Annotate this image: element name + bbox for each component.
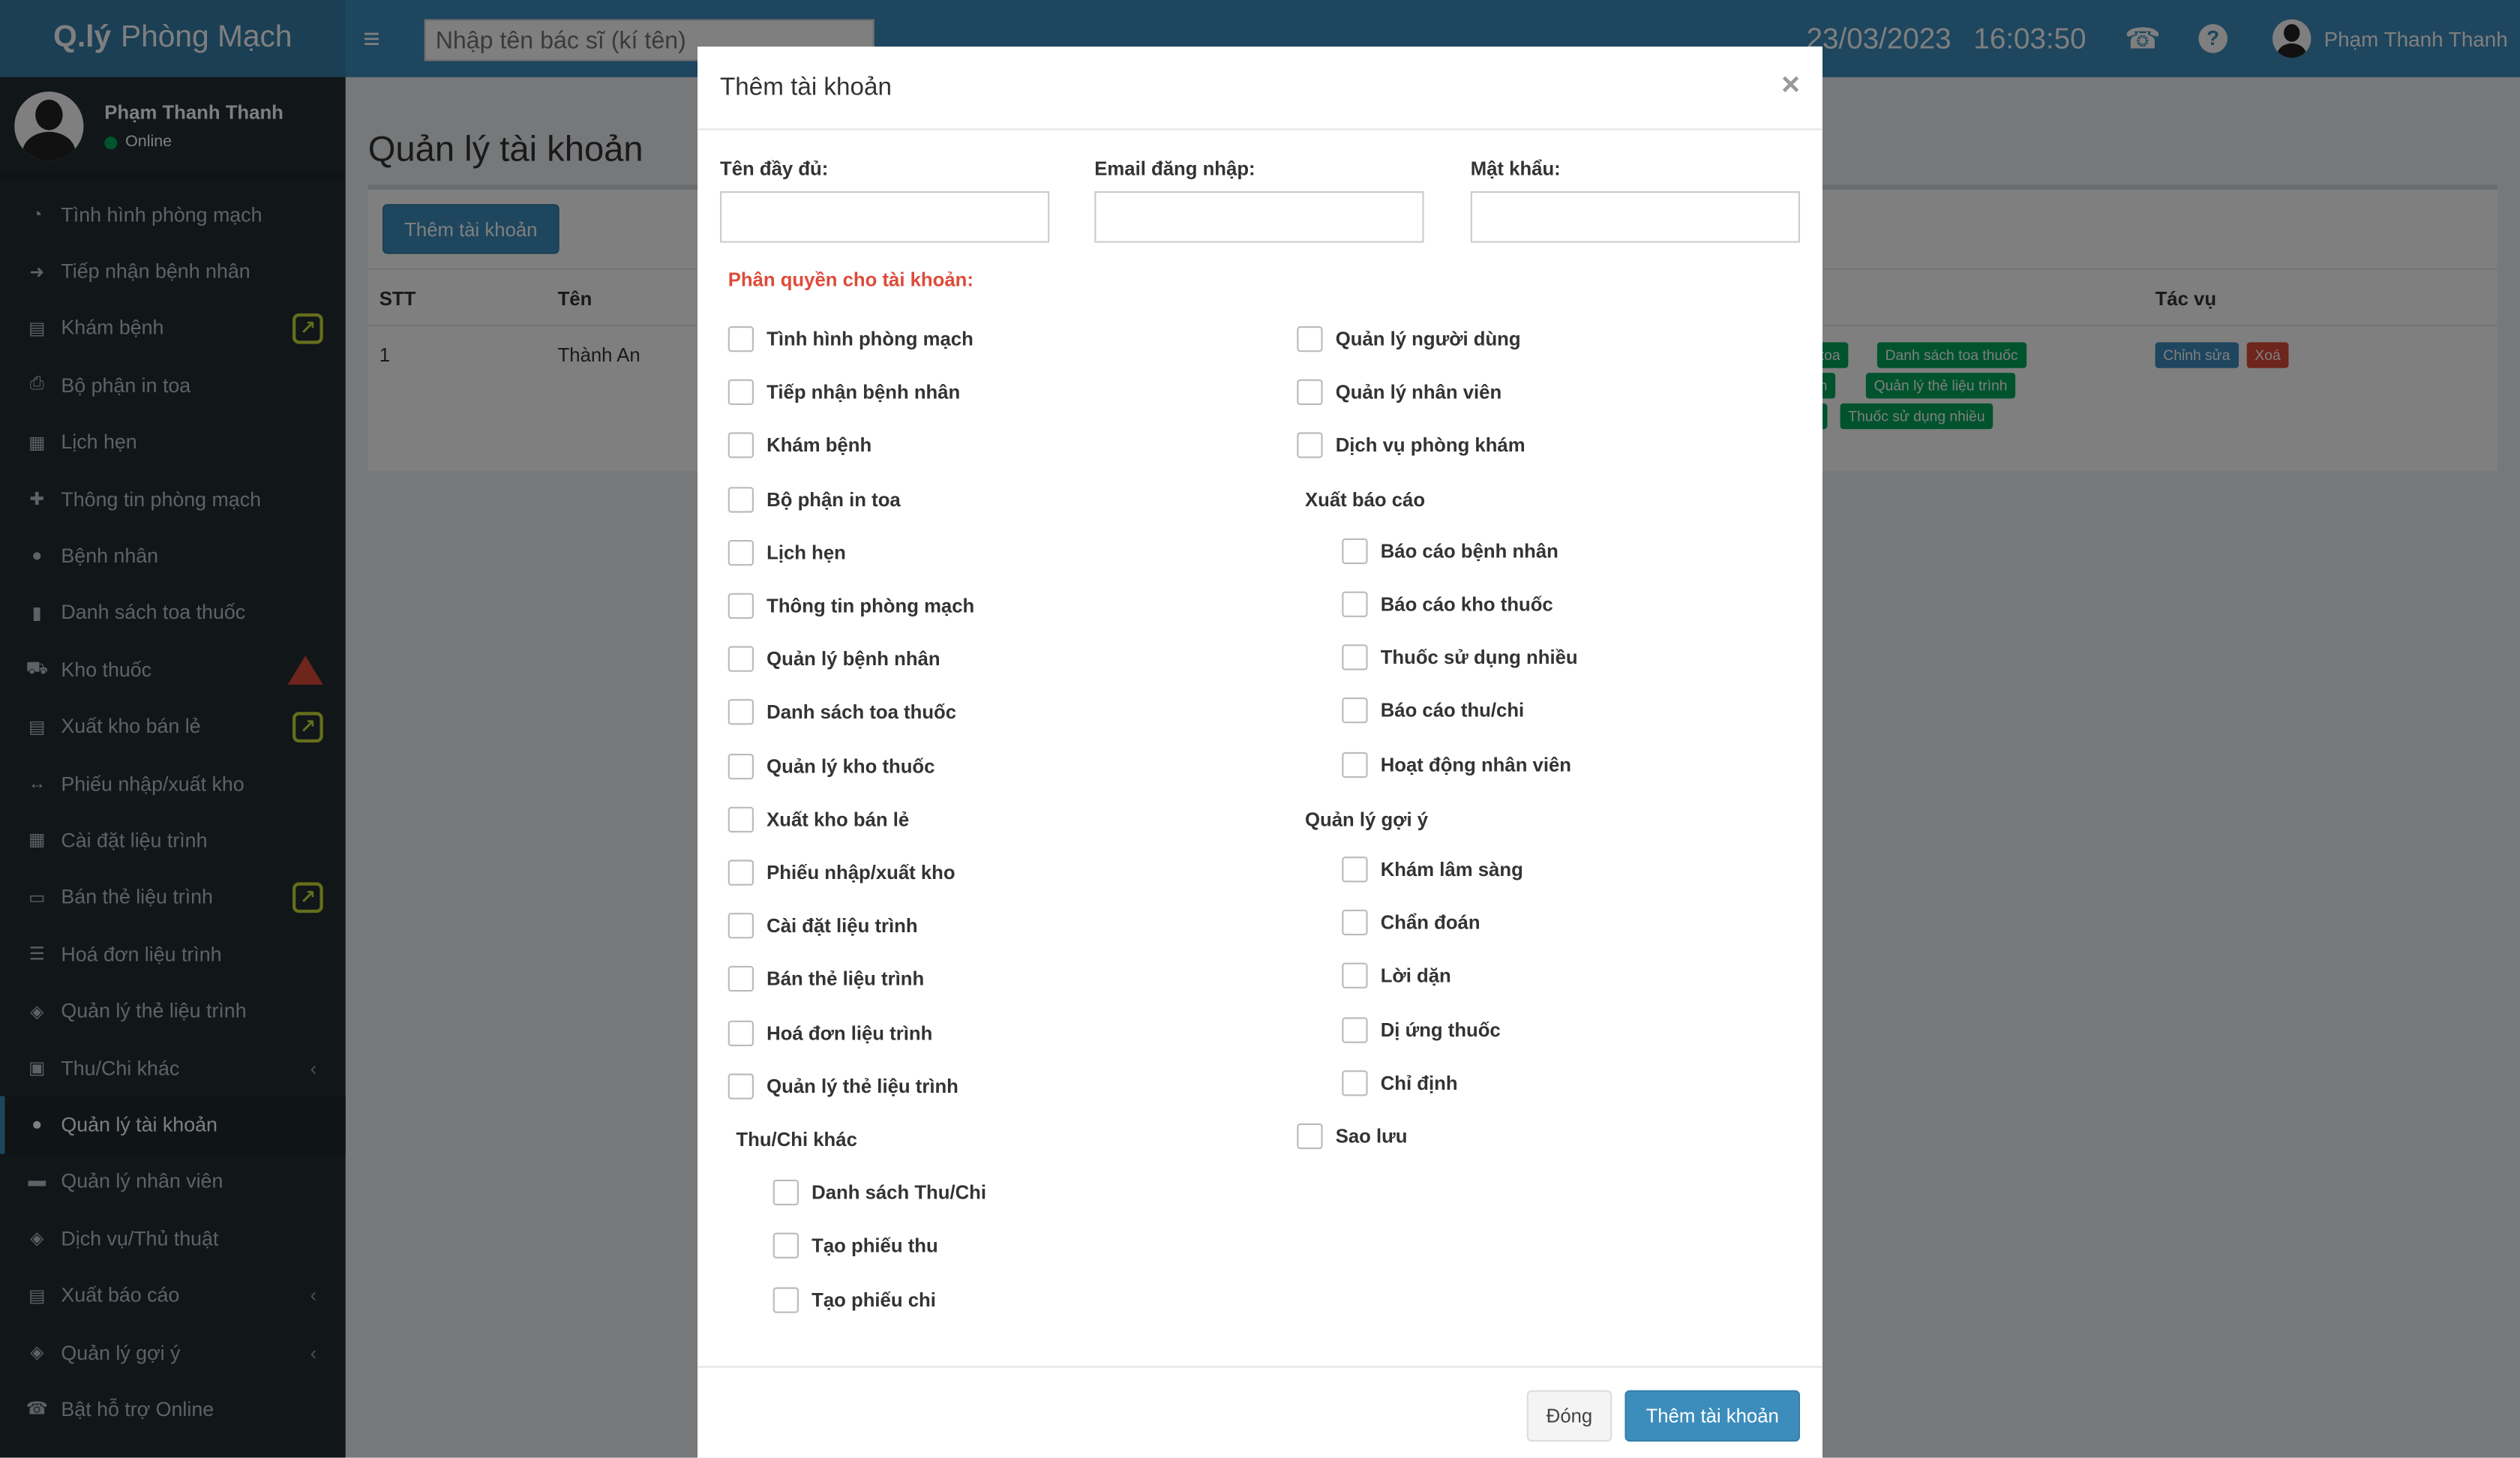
permission-checkbox[interactable] <box>728 646 940 672</box>
permission-checkbox[interactable] <box>728 486 901 512</box>
checkbox-icon[interactable] <box>728 806 754 832</box>
checkbox-icon[interactable] <box>1297 326 1322 352</box>
permission-label: Quản lý kho thuốc <box>766 754 935 778</box>
permission-checkbox[interactable] <box>728 380 961 405</box>
permission-group-label: Thu/Chi khác <box>736 1128 857 1151</box>
checkbox-icon[interactable] <box>1297 1124 1322 1149</box>
permission-label: Báo cáo bệnh nhân <box>1380 539 1558 562</box>
checkbox-icon[interactable] <box>1342 698 1367 724</box>
permission-group-label: Quản lý gợi ý <box>1305 808 1429 831</box>
checkbox-icon[interactable] <box>728 753 754 778</box>
permission-label: Bộ phận in toa <box>766 488 901 511</box>
permission-group-label: Xuất báo cáo <box>1305 488 1426 511</box>
checkbox-icon[interactable] <box>728 540 754 566</box>
full-name-label: Tên đầy đủ: <box>720 158 829 180</box>
password-label: Mật khẩu: <box>1470 158 1561 180</box>
permission-label: Quản lý người dùng <box>1335 328 1521 351</box>
permission-label: Cài đặt liệu trình <box>766 914 918 938</box>
permission-label: Danh sách toa thuốc <box>766 701 957 724</box>
permission-checkbox[interactable] <box>728 540 846 566</box>
permission-checkbox[interactable] <box>728 753 935 778</box>
permission-label: Quản lý thẻ liệu trình <box>766 1075 958 1098</box>
permission-label: Tiếp nhận bệnh nhân <box>766 381 961 404</box>
permission-checkbox[interactable] <box>773 1287 936 1312</box>
checkbox-icon[interactable] <box>728 1020 754 1046</box>
permission-checkbox[interactable] <box>773 1180 986 1205</box>
permission-checkbox[interactable] <box>728 700 956 725</box>
checkbox-icon[interactable] <box>1342 910 1367 935</box>
checkbox-icon[interactable] <box>728 914 754 939</box>
permission-checkbox[interactable] <box>1342 856 1523 882</box>
submit-add-account-button[interactable]: Thêm tài khoản <box>1624 1390 1800 1442</box>
permission-label: Tạo phiếu thu <box>812 1234 938 1258</box>
checkbox-icon[interactable] <box>728 433 754 458</box>
checkbox-icon[interactable] <box>728 593 754 619</box>
permission-label: Báo cáo thu/chi <box>1380 699 1525 722</box>
permission-label: Bán thẻ liệu trình <box>766 968 925 991</box>
permission-checkbox[interactable] <box>1342 1070 1457 1096</box>
modal-footer-divider <box>698 1366 1822 1367</box>
permission-label: Thuốc sử dụng nhiều <box>1380 646 1578 669</box>
permission-label: Quản lý bệnh nhân <box>766 647 940 670</box>
checkbox-icon[interactable] <box>1297 380 1322 405</box>
permissions-label: Phân quyền cho tài khoản: <box>728 268 974 291</box>
checkbox-icon[interactable] <box>728 326 754 352</box>
permission-label: Khám bệnh <box>766 434 872 458</box>
permission-label: Hoạt động nhân viên <box>1380 753 1572 776</box>
checkbox-icon[interactable] <box>1342 538 1367 563</box>
modal-title: Thêm tài khoản <box>720 74 892 101</box>
checkbox-icon[interactable] <box>1342 856 1367 882</box>
permission-checkbox[interactable] <box>1342 1017 1500 1042</box>
checkbox-icon[interactable] <box>1342 1017 1367 1042</box>
permission-checkbox[interactable] <box>1342 963 1450 988</box>
checkbox-icon[interactable] <box>728 700 754 725</box>
email-label: Email đăng nhập: <box>1094 158 1256 180</box>
full-name-input[interactable] <box>720 191 1049 243</box>
permission-label: Sao lưu <box>1335 1125 1408 1148</box>
password-input[interactable] <box>1471 191 1800 243</box>
permission-label: Phiếu nhập/xuất kho <box>766 861 956 884</box>
permission-label: Xuất kho bán lẻ <box>766 808 910 831</box>
permission-checkbox[interactable] <box>1297 380 1502 405</box>
permission-label: Quản lý nhân viên <box>1335 381 1502 404</box>
checkbox-icon[interactable] <box>728 486 754 512</box>
permission-checkbox[interactable] <box>728 1073 958 1099</box>
checkbox-icon[interactable] <box>773 1233 799 1258</box>
checkbox-icon[interactable] <box>1342 592 1367 617</box>
email-input[interactable] <box>1094 191 1424 243</box>
add-account-modal <box>698 46 1822 1457</box>
checkbox-icon[interactable] <box>728 380 754 405</box>
permission-checkbox[interactable] <box>1297 1124 1407 1149</box>
permission-label: Chỉ định <box>1380 1071 1458 1094</box>
permission-checkbox[interactable] <box>728 593 975 619</box>
permission-label: Tình hình phòng mạch <box>766 328 974 351</box>
permission-label: Lời dặn <box>1380 964 1451 988</box>
permission-label: Tạo phiếu chi <box>812 1288 936 1311</box>
permission-label: Thông tin phòng mạch <box>766 594 975 617</box>
close-icon[interactable]: × <box>1780 68 1800 104</box>
permission-checkbox[interactable] <box>773 1233 938 1258</box>
permission-label: Lịch hẹn <box>766 541 846 564</box>
close-button[interactable]: Đóng <box>1527 1390 1612 1442</box>
permission-checkbox[interactable] <box>728 914 918 939</box>
modal-header <box>698 46 1822 130</box>
checkbox-icon[interactable] <box>773 1287 799 1312</box>
permission-checkbox[interactable] <box>1342 538 1558 563</box>
permission-checkbox[interactable] <box>1342 752 1571 777</box>
permission-label: Khám lâm sàng <box>1380 858 1523 881</box>
checkbox-icon[interactable] <box>1342 963 1367 988</box>
permission-checkbox[interactable] <box>728 860 956 885</box>
checkbox-icon[interactable] <box>1297 433 1322 458</box>
checkbox-icon[interactable] <box>728 1073 754 1099</box>
permission-checkbox[interactable] <box>1297 326 1520 352</box>
checkbox-icon[interactable] <box>1342 645 1367 670</box>
permission-checkbox[interactable] <box>1342 645 1577 670</box>
permission-label: Chẩn đoán <box>1380 911 1480 934</box>
permission-checkbox[interactable] <box>1297 433 1525 458</box>
checkbox-icon[interactable] <box>1342 1070 1367 1096</box>
permission-checkbox[interactable] <box>1342 592 1552 617</box>
permission-checkbox[interactable] <box>728 806 909 832</box>
permission-checkbox[interactable] <box>728 433 872 458</box>
permission-checkbox[interactable] <box>728 326 974 352</box>
permission-label: Danh sách Thu/Chi <box>812 1181 987 1204</box>
checkbox-icon[interactable] <box>773 1180 799 1205</box>
checkbox-icon[interactable] <box>1342 752 1367 777</box>
checkbox-icon[interactable] <box>728 967 754 992</box>
permission-label: Báo cáo kho thuốc <box>1380 592 1553 616</box>
checkbox-icon[interactable] <box>728 860 754 885</box>
permission-label: Dịch vụ phòng khám <box>1335 434 1526 458</box>
checkbox-icon[interactable] <box>728 646 754 672</box>
permission-label: Hoá đơn liệu trình <box>766 1021 933 1044</box>
permission-checkbox[interactable] <box>1342 910 1480 935</box>
permission-checkbox[interactable] <box>728 967 924 992</box>
permission-checkbox[interactable] <box>1342 698 1524 724</box>
permission-checkbox[interactable] <box>728 1020 933 1046</box>
permission-label: Dị ứng thuốc <box>1380 1018 1501 1041</box>
